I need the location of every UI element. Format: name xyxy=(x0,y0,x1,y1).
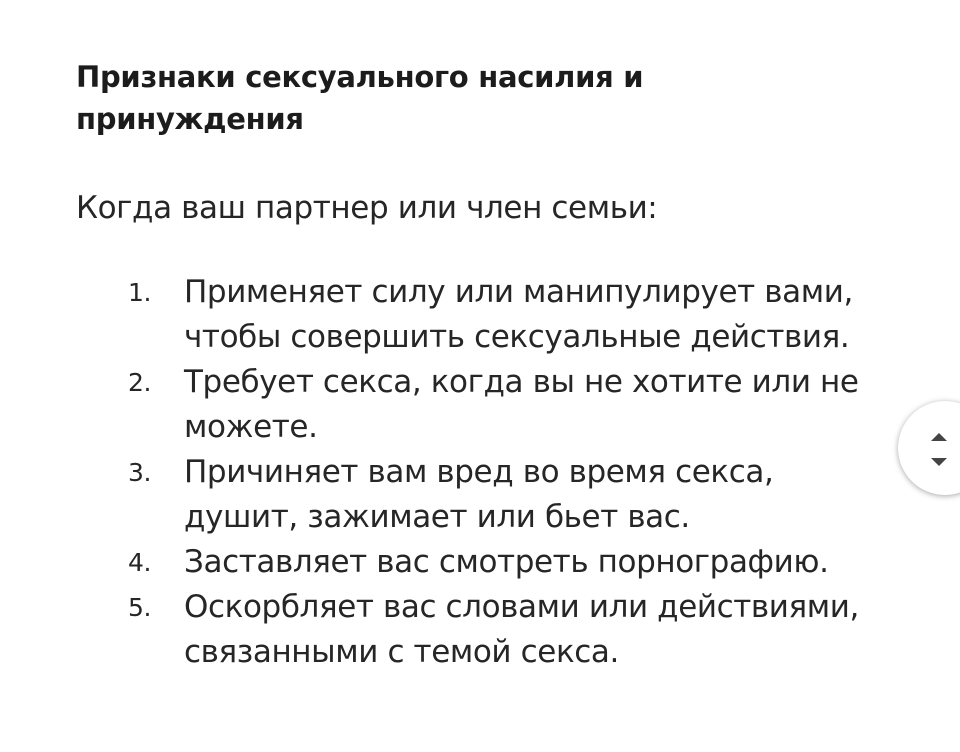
signs-list xyxy=(128,270,888,675)
list-item-text: Оскорбляет вас словами или действиями, связанными с темой секса. xyxy=(184,589,859,670)
list-item xyxy=(128,360,888,450)
list-item-number: 1. xyxy=(128,278,152,307)
list-item-text: Требует секса, когда вы не хотите или не можете. xyxy=(184,364,859,445)
list-item xyxy=(128,450,888,540)
list-item xyxy=(128,585,888,675)
arrow-up-icon[interactable] xyxy=(931,433,947,441)
list-item-text: Причиняет вам вред во время секса, душит, зажимает или бьет вас. xyxy=(184,454,774,535)
list-item-text: Заставляет вас смотреть порнографию. xyxy=(184,544,829,580)
list-item xyxy=(128,540,888,585)
scroll-navigation-button[interactable] xyxy=(898,401,960,495)
list-item-text: Применяет силу или манипулирует вами, чтобы совершить сексуальные действия. xyxy=(184,274,853,355)
list-item-number: 3. xyxy=(128,458,152,487)
list-item-number: 2. xyxy=(128,368,152,397)
list-item-number: 4. xyxy=(128,548,152,577)
arrow-down-icon[interactable] xyxy=(931,458,947,466)
list-item xyxy=(128,270,888,360)
intro-text: Когда ваш партнер или член семьи: xyxy=(76,190,658,226)
page-title: Признаки сексуального насилия и принуждения xyxy=(76,60,644,136)
list-item-number: 5. xyxy=(128,593,152,622)
